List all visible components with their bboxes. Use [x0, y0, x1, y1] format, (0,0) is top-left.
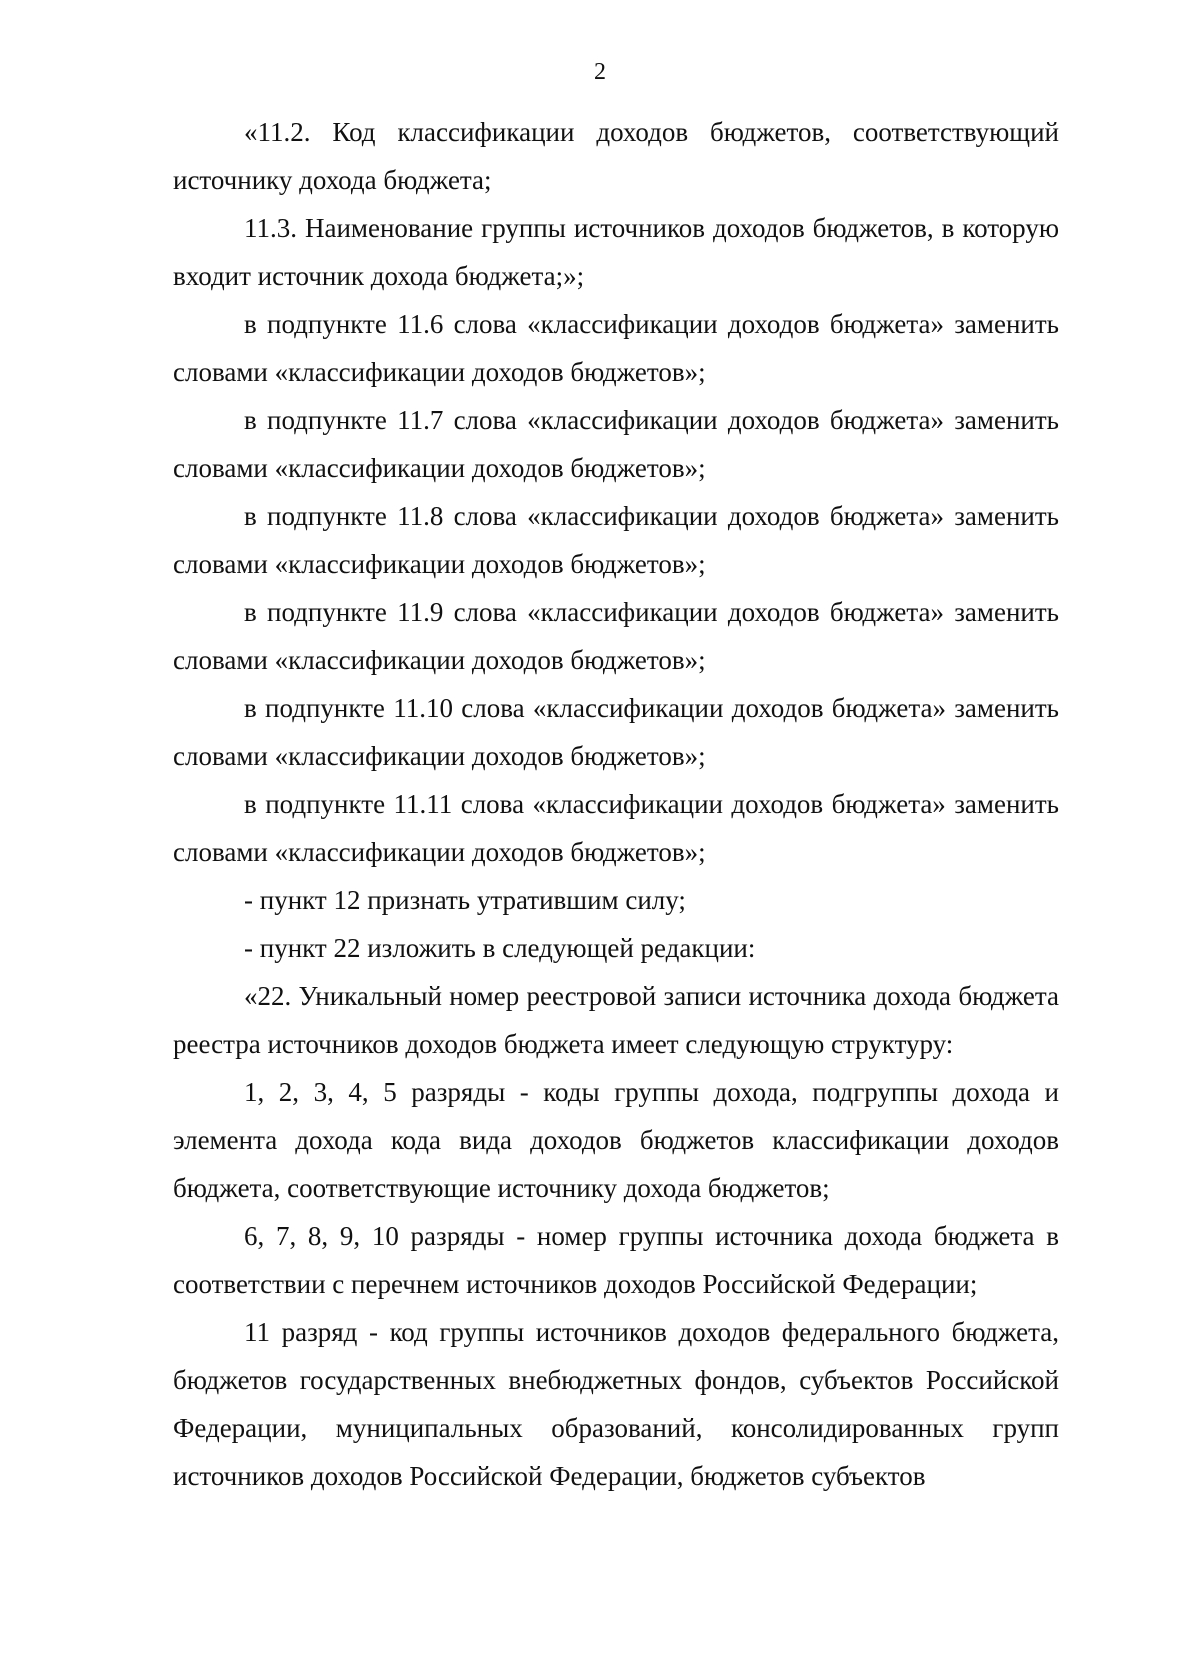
document-body — [173, 108, 1059, 1500]
paragraph: 11 разряд - код группы источников доходов федерального бюджета, бюджетов государственных внебюджетных фондов, субъектов Российской Федерации, муниципальных образований, консолидированных групп источников доходов Российской Федерации, бюджетов субъектов — [173, 1317, 1059, 1491]
paragraph: - пункт 12 признать утратившим силу; — [244, 885, 686, 915]
paragraph: «22. Уникальный номер реестровой записи источника дохода бюджета реестра источников доходов бюджета имеет следующую структуру: — [173, 981, 1059, 1059]
paragraph: в подпункте 11.10 слова «классификации доходов бюджета» заменить словами «классификации доходов бюджетов»; — [173, 693, 1059, 771]
page-number: 2 — [594, 59, 606, 85]
paragraph: в подпункте 11.11 слова «классификации доходов бюджета» заменить словами «классификации доходов бюджетов»; — [173, 789, 1059, 867]
paragraph: «11.2. Код классификации доходов бюджетов, соответствующий источнику дохода бюджета; — [173, 117, 1059, 195]
paragraph: в подпункте 11.9 слова «классификации доходов бюджета» заменить словами «классификации доходов бюджетов»; — [173, 597, 1059, 675]
paragraph: 6, 7, 8, 9, 10 разряды - номер группы источника дохода бюджета в соответствии с перечнем источников доходов Российской Федерации; — [173, 1221, 1059, 1299]
paragraph: - пункт 22 изложить в следующей редакции: — [244, 933, 756, 963]
paragraph: в подпункте 11.8 слова «классификации доходов бюджета» заменить словами «классификации доходов бюджетов»; — [173, 501, 1059, 579]
paragraph: 1, 2, 3, 4, 5 разряды - коды группы дохода, подгруппы дохода и элемента дохода кода вида доходов бюджетов классификации доходов бюджета, соответствующие источнику дохода бюджетов; — [173, 1077, 1059, 1203]
paragraph: в подпункте 11.7 слова «классификации доходов бюджета» заменить словами «классификации доходов бюджетов»; — [173, 405, 1059, 483]
paragraph: 11.3. Наименование группы источников доходов бюджетов, в которую входит источник дохода бюджета;»; — [173, 213, 1059, 291]
paragraph: в подпункте 11.6 слова «классификации доходов бюджета» заменить словами «классификации доходов бюджетов»; — [173, 309, 1059, 387]
